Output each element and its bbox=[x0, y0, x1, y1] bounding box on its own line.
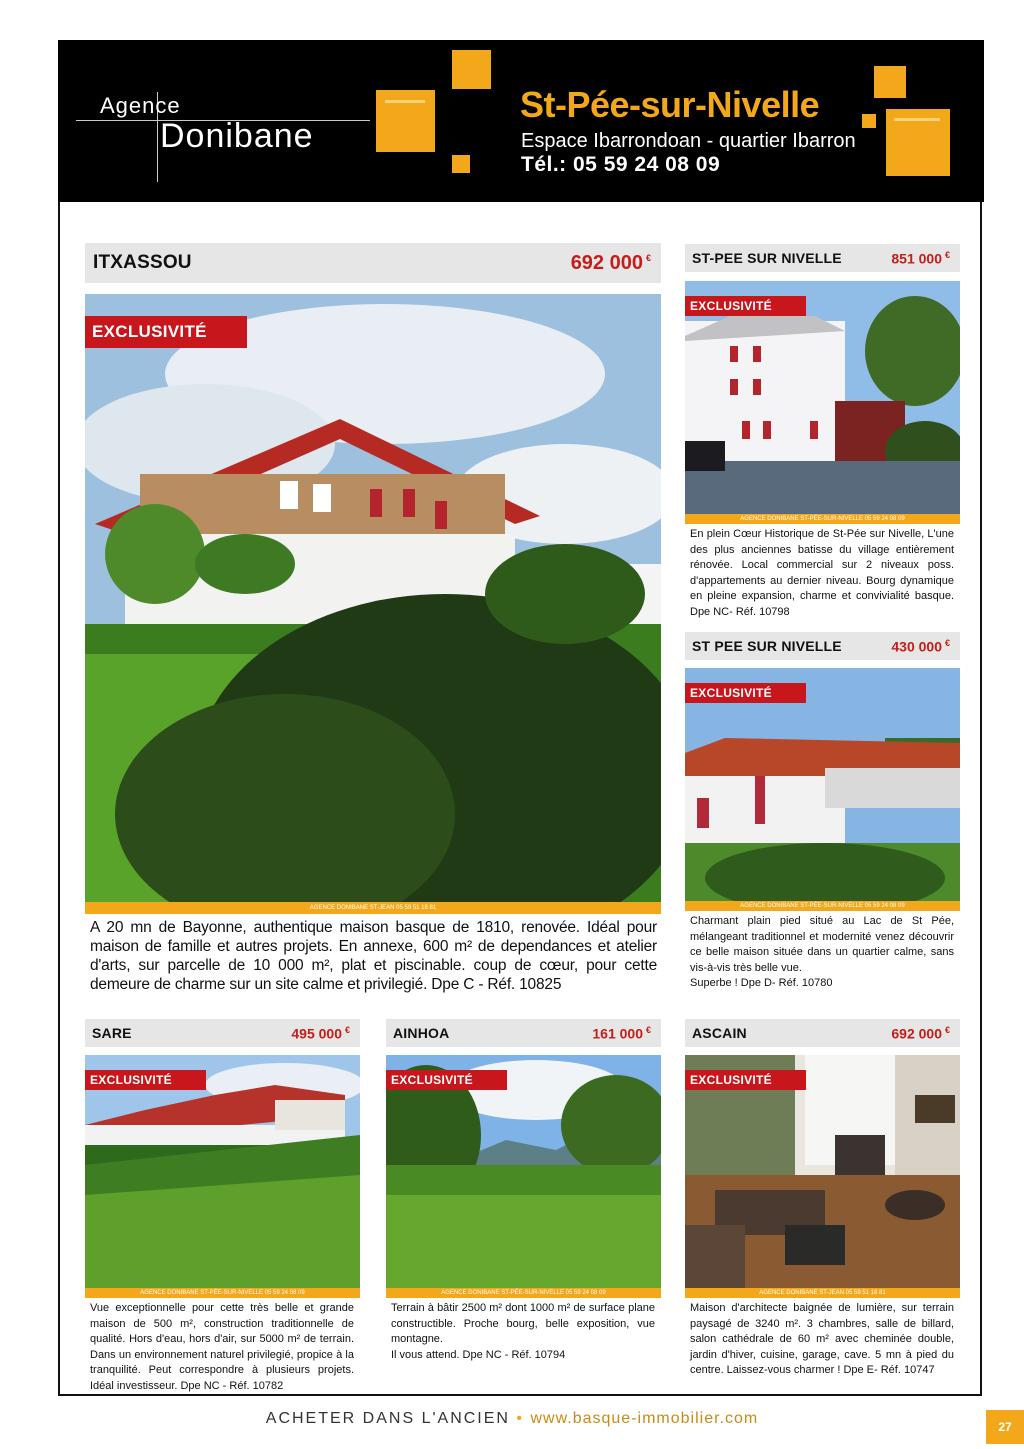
listing-stpee-1-description: En plein Cœur Historique de St-Pée sur Nivelle, L'une des plus anciennes batisse du village entièrement rénovée. Local commercial sur 2 niveaux poss. d'appartements au dernier niveau. Bourg dynamique en pleine expansion, charme et convivialité basque. Dpe NC- Réf. 10798 bbox=[690, 528, 954, 618]
footer-slogan: ACHETER DANS L'ANCIEN bbox=[265, 1410, 510, 1427]
listing-ascain-photo[interactable] bbox=[685, 1055, 960, 1288]
page-number: 27 bbox=[986, 1410, 1024, 1444]
photo-credit: AGENCE DONIBANE ST-PÉE-SUR-NIVELLE 05 59 24 08 09 bbox=[85, 1288, 360, 1298]
description-text: Charmant plain pied situé au Lac de St Pée, mélangeant traditionnel et modernité venez découvrir ce belle maison située dans un quartier calme, sans vis-à-vis très belle vue. bbox=[690, 915, 954, 974]
agency-phone: Tél.: 05 59 24 08 09 bbox=[521, 153, 721, 176]
footer-separator: • bbox=[516, 1410, 525, 1427]
listing-ainhoa-description bbox=[391, 1301, 655, 1363]
photo-credit: AGENCE DONIBANE ST-PÉE-SUR-NIVELLE 05 59 24 08 09 bbox=[685, 901, 960, 911]
exclusivite-badge: EXCLUSIVITÉ bbox=[685, 296, 806, 316]
listing-ascain-header bbox=[685, 1019, 960, 1047]
deco-square-small bbox=[862, 114, 876, 128]
listing-stpee-2-photo[interactable] bbox=[685, 668, 960, 901]
listing-ainhoa-header bbox=[386, 1019, 661, 1047]
exclusivite-badge: EXCLUSIVITÉ bbox=[386, 1070, 507, 1090]
listing-price: 430 000 € bbox=[891, 637, 950, 655]
listing-itxassou-header bbox=[85, 243, 661, 283]
listing-price: 851 000 € bbox=[891, 249, 950, 267]
photo-credit: AGENCE DONIBANE ST-JEAN 05 59 51 18 81 bbox=[685, 1288, 960, 1298]
listing-stpee-2-description bbox=[690, 914, 954, 992]
logo-square-small bbox=[452, 155, 470, 173]
listing-sare-header bbox=[85, 1019, 360, 1047]
listing-price: 692 000 € bbox=[570, 251, 651, 274]
photo-credit: AGENCE DONIBANE ST-JEAN 05 59 51 18 81 bbox=[85, 902, 661, 914]
exclusivite-badge: EXCLUSIVITÉ bbox=[685, 1070, 806, 1090]
listing-itxassou-description: A 20 mn de Bayonne, authentique maison basque de 1810, renovée. Idéal pour maison de famille et autres projets. En annexe, 600 m² de dependances et atelier d'arts, sur parcelle de 10 000 m², plat et piscinable. coup de cœur, pour cette demeure de charme sur un site calme et privilegié. Dpe C - Réf. 10825 bbox=[90, 919, 657, 993]
logo-agence-word: Agence bbox=[100, 93, 181, 118]
listing-location: ASCAIN bbox=[692, 1025, 747, 1041]
listing-ascain-description: Maison d'architecte baignée de lumière, sur terrain paysagé de 3240 m². 3 chambres, salle de billard, salon cathédrale de 60 m² avec cheminée double, jardin d'hiver, cuisine, garage, cave. 5 mn à pied du centre. Laissez-vous charmer ! Dpe E- Réf. 10747 bbox=[690, 1302, 954, 1376]
listing-location: ST-PEE SUR NIVELLE bbox=[692, 250, 842, 266]
listing-location: ST PEE SUR NIVELLE bbox=[692, 638, 842, 654]
listing-sare-description: Vue exceptionnelle pour cette très belle et grande maison de 500 m², construction traditionnelle de qualité. Hors d'eau, hors d'air, sur 5000 m² de terrain. Dans un environnement naturel privilegié, propice à la tranquilité. Peut correspondre à plusieurs projets. Idéal investisseur. Dpe NC - Réf. 10782 bbox=[90, 1302, 354, 1392]
photo-credit: AGENCE DONIBANE ST-PÉE-SUR-NIVELLE 05 59 24 08 09 bbox=[685, 514, 960, 524]
listing-stpee-1-header bbox=[685, 244, 960, 272]
listing-price: 495 000 € bbox=[291, 1024, 350, 1042]
exclusivite-badge: EXCLUSIVITÉ bbox=[85, 1070, 206, 1090]
listing-itxassou-photo[interactable] bbox=[85, 294, 661, 902]
listing-location: SARE bbox=[92, 1025, 132, 1041]
logo-square-top bbox=[452, 50, 491, 89]
photo-credit: AGENCE DONIBANE ST-PÉE-SUR-NIVELLE 05 59 24 08 09 bbox=[386, 1288, 661, 1298]
description-reference: Il vous attend. Dpe NC - Réf. 10794 bbox=[391, 1348, 566, 1361]
page-footer bbox=[0, 1410, 1024, 1428]
listing-stpee-2-header bbox=[685, 632, 960, 660]
deco-square-top bbox=[874, 66, 906, 98]
exclusivite-badge: EXCLUSIVITÉ bbox=[685, 683, 806, 703]
agency-address: Espace Ibarrondoan - quartier Ibarron bbox=[521, 130, 856, 152]
logo-square-highlight bbox=[385, 100, 425, 103]
listing-location: AINHOA bbox=[393, 1025, 450, 1041]
footer-website-link[interactable]: www.basque-immobilier.com bbox=[530, 1410, 759, 1427]
listing-location: ITXASSOU bbox=[93, 252, 192, 273]
listing-price: 161 000 € bbox=[592, 1024, 651, 1042]
exclusivite-badge: EXCLUSIVITÉ bbox=[85, 316, 247, 348]
listing-stpee-1-photo[interactable] bbox=[685, 281, 960, 514]
description-text: Terrain à bâtir 2500 m² dont 1000 m² de surface plane constructible. Proche bourg, belle exposition, vue montagne. bbox=[391, 1302, 655, 1345]
listing-ainhoa-photo[interactable] bbox=[386, 1055, 661, 1288]
deco-square-highlight bbox=[894, 118, 940, 121]
listing-price: 692 000 € bbox=[891, 1024, 950, 1042]
agency-city-title: St-Pée-sur-Nivelle bbox=[520, 84, 820, 125]
logo-agency-name: Donibane bbox=[160, 117, 314, 155]
listing-sare-photo[interactable] bbox=[85, 1055, 360, 1288]
description-reference: Superbe ! Dpe D- Réf. 10780 bbox=[690, 977, 833, 989]
